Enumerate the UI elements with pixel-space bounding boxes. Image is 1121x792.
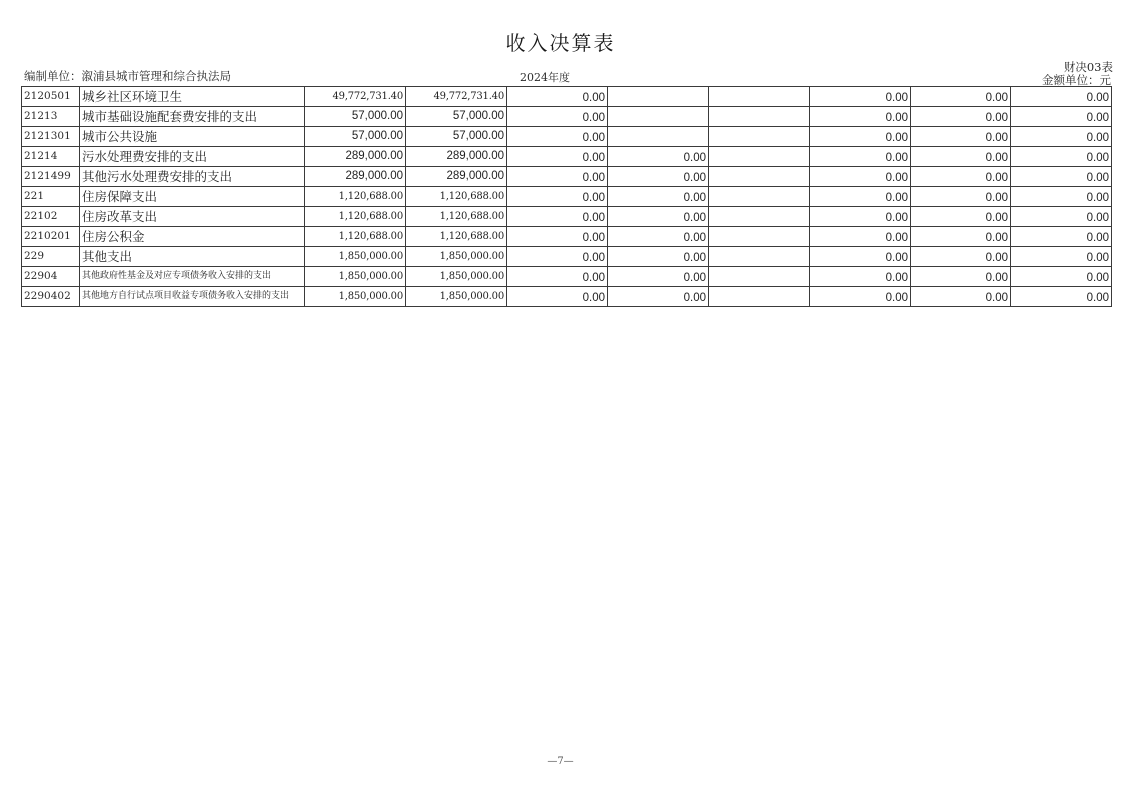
table-row — [22, 287, 1112, 307]
amount-cell-c2: 49,772,731.40 — [406, 87, 507, 107]
row-code: 229 — [22, 247, 80, 267]
row-name: 住房公积金 — [80, 227, 305, 247]
amount-cell-c4 — [608, 107, 709, 127]
row-name: 城市公共设施 — [80, 127, 305, 147]
row-name: 其他支出 — [80, 247, 305, 267]
amount-cell-c1: 57,000.00 — [305, 127, 406, 147]
table-row — [22, 87, 1112, 107]
row-code: 221 — [22, 187, 80, 207]
amount-cell-c8: 0.00 — [1011, 87, 1112, 107]
amount-cell-c3: 0.00 — [507, 127, 608, 147]
amount-cell-c1: 289,000.00 — [305, 147, 406, 167]
amount-cell-c3: 0.00 — [507, 167, 608, 187]
row-name: 其他污水处理费安排的支出 — [80, 167, 305, 187]
amount-cell-c7: 0.00 — [911, 187, 1011, 207]
amount-cell-c7: 0.00 — [911, 227, 1011, 247]
amount-cell-c6: 0.00 — [810, 107, 911, 127]
amount-cell-c3: 0.00 — [507, 267, 608, 287]
table-row — [22, 127, 1112, 147]
amount-cell-c7: 0.00 — [911, 107, 1011, 127]
row-code: 2120501 — [22, 87, 80, 107]
amount-cell-c4: 0.00 — [608, 187, 709, 207]
amount-cell-c3: 0.00 — [507, 87, 608, 107]
amount-cell-c8: 0.00 — [1011, 107, 1112, 127]
amount-cell-c7: 0.00 — [911, 287, 1011, 307]
amount-cell-c3: 0.00 — [507, 147, 608, 167]
amount-cell-c7: 0.00 — [911, 127, 1011, 147]
amount-cell-c1: 49,772,731.40 — [305, 87, 406, 107]
amount-cell-c8: 0.00 — [1011, 167, 1112, 187]
amount-cell-c8: 0.00 — [1011, 247, 1112, 267]
table-row — [22, 227, 1112, 247]
amount-cell-c8: 0.00 — [1011, 147, 1112, 167]
amount-cell-c1: 1,850,000.00 — [305, 287, 406, 307]
amount-cell-c7: 0.00 — [911, 247, 1011, 267]
row-code: 22904 — [22, 267, 80, 287]
amount-cell-c7: 0.00 — [911, 147, 1011, 167]
currency-unit: 金额单位：元 — [1042, 73, 1111, 87]
row-code: 2121499 — [22, 167, 80, 187]
amount-cell-c1: 1,120,688.00 — [305, 207, 406, 227]
amount-cell-c1: 1,120,688.00 — [305, 187, 406, 207]
row-code: 2210201 — [22, 227, 80, 247]
amount-cell-c6: 0.00 — [810, 127, 911, 147]
amount-cell-c4: 0.00 — [608, 267, 709, 287]
amount-cell-c8: 0.00 — [1011, 127, 1112, 147]
form-number: 财决03表 — [1063, 60, 1113, 74]
amount-cell-c5 — [709, 227, 810, 247]
page-number: —7— — [547, 756, 574, 767]
amount-cell-c7: 0.00 — [911, 267, 1011, 287]
row-name: 其他地方自行试点项目收益专项债务收入安排的支出 — [80, 287, 305, 307]
row-code: 2290402 — [22, 287, 80, 307]
table-row — [22, 267, 1112, 287]
amount-cell-c3: 0.00 — [507, 207, 608, 227]
amount-cell-c5 — [709, 147, 810, 167]
amount-cell-c3: 0.00 — [507, 227, 608, 247]
amount-cell-c5 — [709, 167, 810, 187]
amount-cell-c2: 289,000.00 — [406, 147, 507, 167]
amount-cell-c4 — [608, 127, 709, 147]
amount-cell-c6: 0.00 — [810, 167, 911, 187]
amount-cell-c7: 0.00 — [911, 207, 1011, 227]
amount-cell-c2: 1,850,000.00 — [406, 267, 507, 287]
amount-cell-c5 — [709, 107, 810, 127]
amount-cell-c7: 0.00 — [911, 87, 1011, 107]
table-row — [22, 247, 1112, 267]
table-row — [22, 207, 1112, 227]
amount-cell-c2: 1,120,688.00 — [406, 207, 507, 227]
row-name: 污水处理费安排的支出 — [80, 147, 305, 167]
amount-cell-c6: 0.00 — [810, 147, 911, 167]
amount-cell-c1: 1,120,688.00 — [305, 227, 406, 247]
amount-cell-c1: 289,000.00 — [305, 167, 406, 187]
amount-cell-c4: 0.00 — [608, 247, 709, 267]
table-row — [22, 167, 1112, 187]
amount-cell-c5 — [709, 207, 810, 227]
amount-cell-c6: 0.00 — [810, 227, 911, 247]
reporting-unit: 编制单位：溆浦县城市管理和综合执法局 — [24, 69, 231, 83]
amount-cell-c4 — [608, 87, 709, 107]
row-name: 住房保障支出 — [80, 187, 305, 207]
amount-cell-c2: 57,000.00 — [406, 127, 507, 147]
amount-cell-c5 — [709, 127, 810, 147]
amount-cell-c8: 0.00 — [1011, 187, 1112, 207]
amount-cell-c8: 0.00 — [1011, 207, 1112, 227]
row-code: 2121301 — [22, 127, 80, 147]
row-name: 住房改革支出 — [80, 207, 305, 227]
amount-cell-c1: 1,850,000.00 — [305, 247, 406, 267]
amount-cell-c2: 1,120,688.00 — [406, 227, 507, 247]
row-name: 城市基础设施配套费安排的支出 — [80, 107, 305, 127]
amount-cell-c3: 0.00 — [507, 107, 608, 127]
amount-cell-c8: 0.00 — [1011, 267, 1112, 287]
amount-cell-c2: 1,120,688.00 — [406, 187, 507, 207]
amount-cell-c3: 0.00 — [507, 287, 608, 307]
amount-cell-c3: 0.00 — [507, 187, 608, 207]
amount-cell-c4: 0.00 — [608, 287, 709, 307]
table-row — [22, 187, 1112, 207]
amount-cell-c5 — [709, 267, 810, 287]
amount-cell-c5 — [709, 87, 810, 107]
amount-cell-c6: 0.00 — [810, 207, 911, 227]
amount-cell-c8: 0.00 — [1011, 227, 1112, 247]
fiscal-year: 2024年度 — [520, 71, 570, 84]
table-row — [22, 147, 1112, 167]
amount-cell-c6: 0.00 — [810, 247, 911, 267]
amount-cell-c4: 0.00 — [608, 147, 709, 167]
amount-cell-c4: 0.00 — [608, 167, 709, 187]
row-code: 21213 — [22, 107, 80, 127]
amount-cell-c2: 57,000.00 — [406, 107, 507, 127]
amount-cell-c6: 0.00 — [810, 287, 911, 307]
income-statement-table — [21, 86, 1112, 307]
amount-cell-c6: 0.00 — [810, 187, 911, 207]
amount-cell-c5 — [709, 247, 810, 267]
amount-cell-c6: 0.00 — [810, 267, 911, 287]
row-name: 城乡社区环境卫生 — [80, 87, 305, 107]
amount-cell-c2: 1,850,000.00 — [406, 247, 507, 267]
amount-cell-c6: 0.00 — [810, 87, 911, 107]
amount-cell-c3: 0.00 — [507, 247, 608, 267]
amount-cell-c4: 0.00 — [608, 207, 709, 227]
table-row — [22, 107, 1112, 127]
amount-cell-c2: 289,000.00 — [406, 167, 507, 187]
row-code: 22102 — [22, 207, 80, 227]
amount-cell-c8: 0.00 — [1011, 287, 1112, 307]
amount-cell-c7: 0.00 — [911, 167, 1011, 187]
row-name: 其他政府性基金及对应专项债务收入安排的支出 — [80, 267, 305, 287]
amount-cell-c5 — [709, 287, 810, 307]
row-code: 21214 — [22, 147, 80, 167]
page-title: 收入决算表 — [505, 31, 616, 55]
amount-cell-c4: 0.00 — [608, 227, 709, 247]
amount-cell-c2: 1,850,000.00 — [406, 287, 507, 307]
amount-cell-c1: 57,000.00 — [305, 107, 406, 127]
amount-cell-c1: 1,850,000.00 — [305, 267, 406, 287]
amount-cell-c5 — [709, 187, 810, 207]
